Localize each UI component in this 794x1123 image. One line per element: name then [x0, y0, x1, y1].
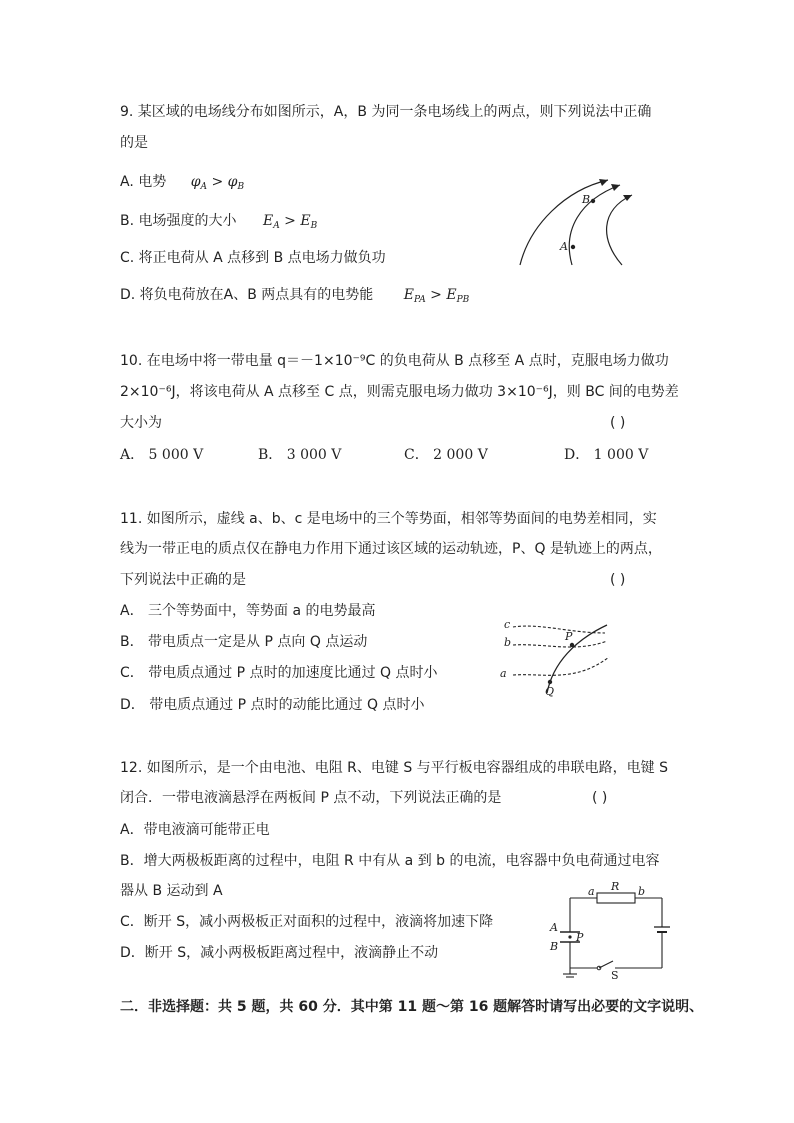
point-b-label: B: [582, 193, 591, 206]
q12-stem-line2: 闭合．一带电液滴悬浮在两板间 P 点不动，下列说法正确的是: [120, 790, 502, 806]
q11-answer-blank: ( ): [610, 572, 626, 588]
q12-option-b-line1: B．增大两极板距离的过程中，电阻 R 中有从 a 到 b 的电流，电容器中负电荷通过电容: [120, 853, 660, 869]
equipotential-c: [513, 626, 605, 633]
q9-stem-line2: 的是: [120, 135, 148, 151]
resistor-r: [597, 893, 635, 903]
equipotential-figure: [495, 615, 615, 700]
electric-field-lines-figure: [510, 175, 640, 270]
droplet-p: [568, 935, 571, 938]
label-b-node: b: [638, 885, 646, 898]
q11-stem-line1: 11. 如图所示，虚线 a、b、c 是电场中的三个等势面，相邻等势面间的电势差相同，实: [120, 511, 657, 527]
label-plate-a: A: [550, 921, 558, 934]
q11-option-a: A． 三个等势面中，等势面 a 的电势最高: [120, 603, 376, 619]
capacitor-circuit-figure: [545, 880, 670, 982]
q12-stem-line1: 12. 如图所示，是一个由电池、电阻 R、电键 S 与平行板电容器组成的串联电路，电键 S: [120, 760, 669, 776]
point-a-label: A: [560, 240, 568, 253]
q11-option-c: C． 带电质点通过 P 点时的加速度比通过 Q 点时小: [120, 665, 438, 681]
q12-answer-blank: ( ): [592, 790, 608, 806]
field-line-middle: [569, 185, 620, 265]
q10-option-a: A． 5 000 V: [120, 447, 204, 463]
q12-option-c: C．断开 S，减小两极板正对面积的过程中，液滴将加速下降: [120, 914, 494, 930]
q11-stem-line2: 线为一带正电的质点仅在静电力作用下通过该区域的运动轨迹，P、Q 是轨迹上的两点，: [120, 541, 662, 557]
q11-stem-line3: 下列说法中正确的是: [120, 572, 246, 588]
q11-option-d: D． 带电质点通过 P 点时的动能比通过 Q 点时小: [120, 697, 425, 713]
label-q: Q: [545, 685, 555, 698]
trajectory: [547, 625, 607, 693]
q11-option-b: B． 带电质点一定是从 P 点向 Q 点运动: [120, 634, 368, 650]
q10-answer-blank: ( ): [610, 415, 626, 431]
q12-option-d: D．断开 S，减小两极板距离过程中，液滴静止不动: [120, 945, 439, 961]
q10-stem-line1: 10. 在电场中将一带电量 q＝－1×10⁻⁹C 的负电荷从 B 点移至 A 点时，克服电场力做功: [120, 353, 669, 369]
label-p: P: [565, 630, 573, 643]
point-b-dot: [591, 199, 595, 203]
label-s: S: [611, 969, 619, 982]
q9-option-b: B. 电场强度的大小 $E_A > E_B$: [120, 213, 318, 231]
equipotential-b: [513, 641, 607, 647]
q12-option-a: A．带电液滴可能带正电: [120, 822, 270, 838]
q9-option-d: D. 将负电荷放在A、B 两点具有的电势能 $E_{PA} > E_{PB}$: [120, 287, 470, 305]
label-a: a: [500, 667, 507, 680]
label-plate-b: B: [550, 940, 559, 953]
arrow-head-3: [623, 195, 632, 201]
q10-option-b: B． 3 000 V: [258, 447, 342, 463]
q10-stem-line2: 2×10⁻⁶J，将该电荷从 A 点移至 C 点，则需克服电场力做功 3×10⁻⁶J，则 BC 间的电势差: [120, 384, 679, 400]
field-line-right: [607, 195, 632, 265]
q10-option-c: C． 2 000 V: [404, 447, 488, 463]
point-p-dot: [570, 643, 574, 647]
label-r: R: [611, 880, 620, 893]
point-q-dot: [548, 680, 552, 684]
q12-option-b-line2: 器从 B 运动到 A: [120, 883, 223, 899]
q10-option-d: D． 1 000 V: [564, 447, 649, 463]
section-2-heading: 二．非选择题：共 5 题，共 60 分．其中第 11 题～第 16 题解答时请写出必要的文字说明、: [120, 999, 704, 1015]
point-a-dot: [571, 245, 575, 249]
q9-option-a: A. 电势 $\varphi_A > \varphi_B$: [120, 174, 245, 192]
q9-stem-line1: 9. 某区域的电场线分布如图所示，A，B 为同一条电场线上的两点，则下列说法中正确: [120, 104, 652, 120]
label-c: c: [504, 618, 511, 631]
label-p: P: [576, 931, 584, 944]
label-b: b: [504, 636, 512, 649]
q9-option-c: C. 将正电荷从 A 点移到 B 点电场力做负功: [120, 250, 386, 266]
switch-blade: [599, 961, 613, 968]
q10-stem-line3: 大小为: [120, 415, 162, 431]
label-a-node: a: [588, 885, 595, 898]
